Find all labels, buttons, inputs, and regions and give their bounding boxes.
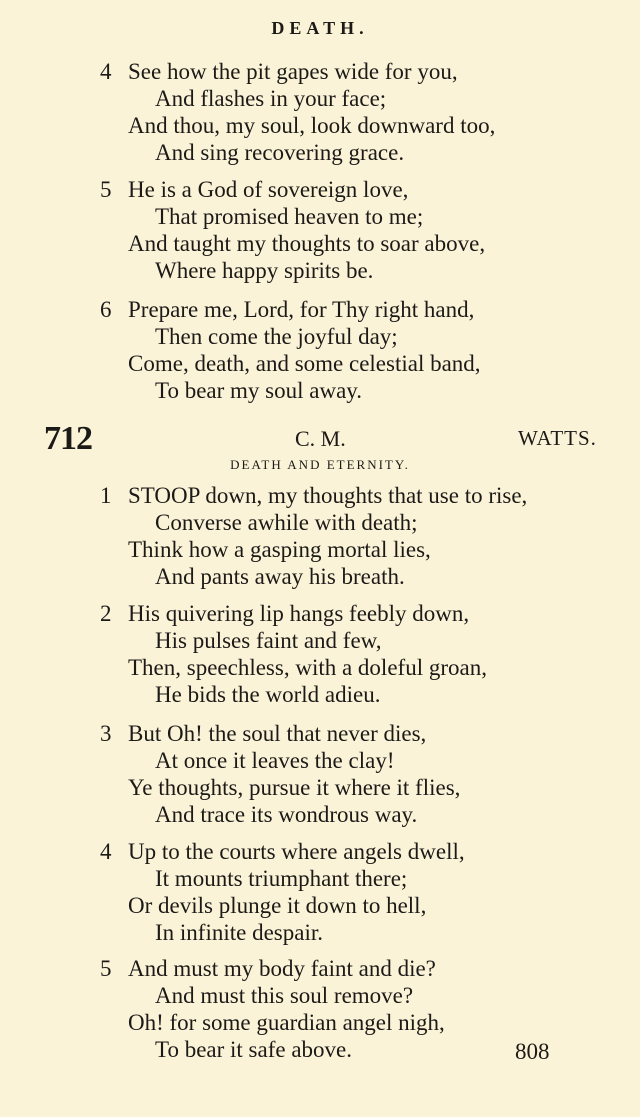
verse-line: Come, death, and some celestial band, (128, 351, 481, 376)
verse-line: His quivering lip hangs feebly down, (128, 601, 470, 626)
verse-line: Converse awhile with death; (155, 510, 418, 535)
prev-stanza-4 (0, 58, 640, 166)
verse-line: And taught my thoughts to soar above, (128, 231, 486, 256)
verse-line: See how the pit gapes wide for you, (128, 59, 458, 84)
stanza-number: 5 (100, 177, 112, 202)
verse-line: And trace its wondrous way. (155, 802, 418, 827)
verse-line: His pulses faint and few, (155, 628, 382, 653)
hymn-stanza-1 (0, 482, 640, 590)
verse-line: In infinite despair. (155, 920, 323, 945)
hymn-stanza-4 (0, 838, 640, 946)
verse-line: But Oh! the soul that never dies, (128, 721, 427, 746)
verse-line: To bear it safe above. (155, 1037, 352, 1062)
stanza-number: 3 (100, 721, 112, 746)
hymn-meter: C. M. (295, 426, 346, 451)
hymn-stanza-2 (0, 600, 640, 708)
verse-line: And must my body faint and die? (128, 956, 436, 981)
verse-line: That promised heaven to me; (155, 204, 424, 229)
prev-stanza-5 (0, 176, 640, 284)
verse-line: Or devils plunge it down to hell, (128, 893, 427, 918)
stanza-number: 4 (100, 839, 112, 864)
verse-line: To bear my soul away. (155, 378, 363, 403)
verse-line: And flashes in your face; (155, 86, 387, 111)
page-number: 808 (515, 1039, 550, 1064)
verse-line: And thou, my soul, look downward too, (128, 113, 496, 138)
verse-line: Up to the courts where angels dwell, (128, 839, 465, 864)
hymn-author: WATTS. (518, 426, 597, 450)
verse-line: He is a God of sovereign love, (128, 177, 409, 202)
verse-line: And sing recovering grace. (155, 140, 405, 165)
hymn-header (0, 420, 640, 460)
prev-stanza-6 (0, 296, 640, 404)
stanza-number: 5 (100, 956, 112, 981)
verse-line: And pants away his breath. (155, 564, 405, 589)
verse-line: He bids the world adieu. (155, 682, 381, 707)
verse-line: Prepare me, Lord, for Thy right hand, (128, 297, 475, 322)
stanza-number: 2 (100, 601, 112, 626)
verse-line: And must this soul remove? (155, 983, 414, 1008)
verse-line: Then come the joyful day; (155, 324, 398, 349)
verse-line: Ye thoughts, pursue it where it flies, (128, 775, 461, 800)
verse-line: Think how a gasping mortal lies, (128, 537, 431, 562)
hymn-stanza-3 (0, 720, 640, 828)
verse-line: At once it leaves the clay! (155, 748, 395, 773)
verse-line: Oh! for some guardian angel nigh, (128, 1010, 445, 1035)
verse-line: It mounts triumphant there; (155, 866, 408, 891)
stanza-number: 4 (100, 59, 112, 84)
running-head: DEATH. (271, 18, 369, 38)
verse-line: Then, speechless, with a doleful groan, (128, 655, 487, 680)
verse-line: Where happy spirits be. (155, 258, 374, 283)
stanza-number: 6 (100, 297, 112, 322)
stanza-number: 1 (100, 483, 112, 508)
verse-line: STOOP down, my thoughts that use to rise, (128, 483, 528, 508)
hymn-subtitle: DEATH AND ETERNITY. (230, 457, 410, 472)
hymn-number: 712 (44, 420, 92, 457)
